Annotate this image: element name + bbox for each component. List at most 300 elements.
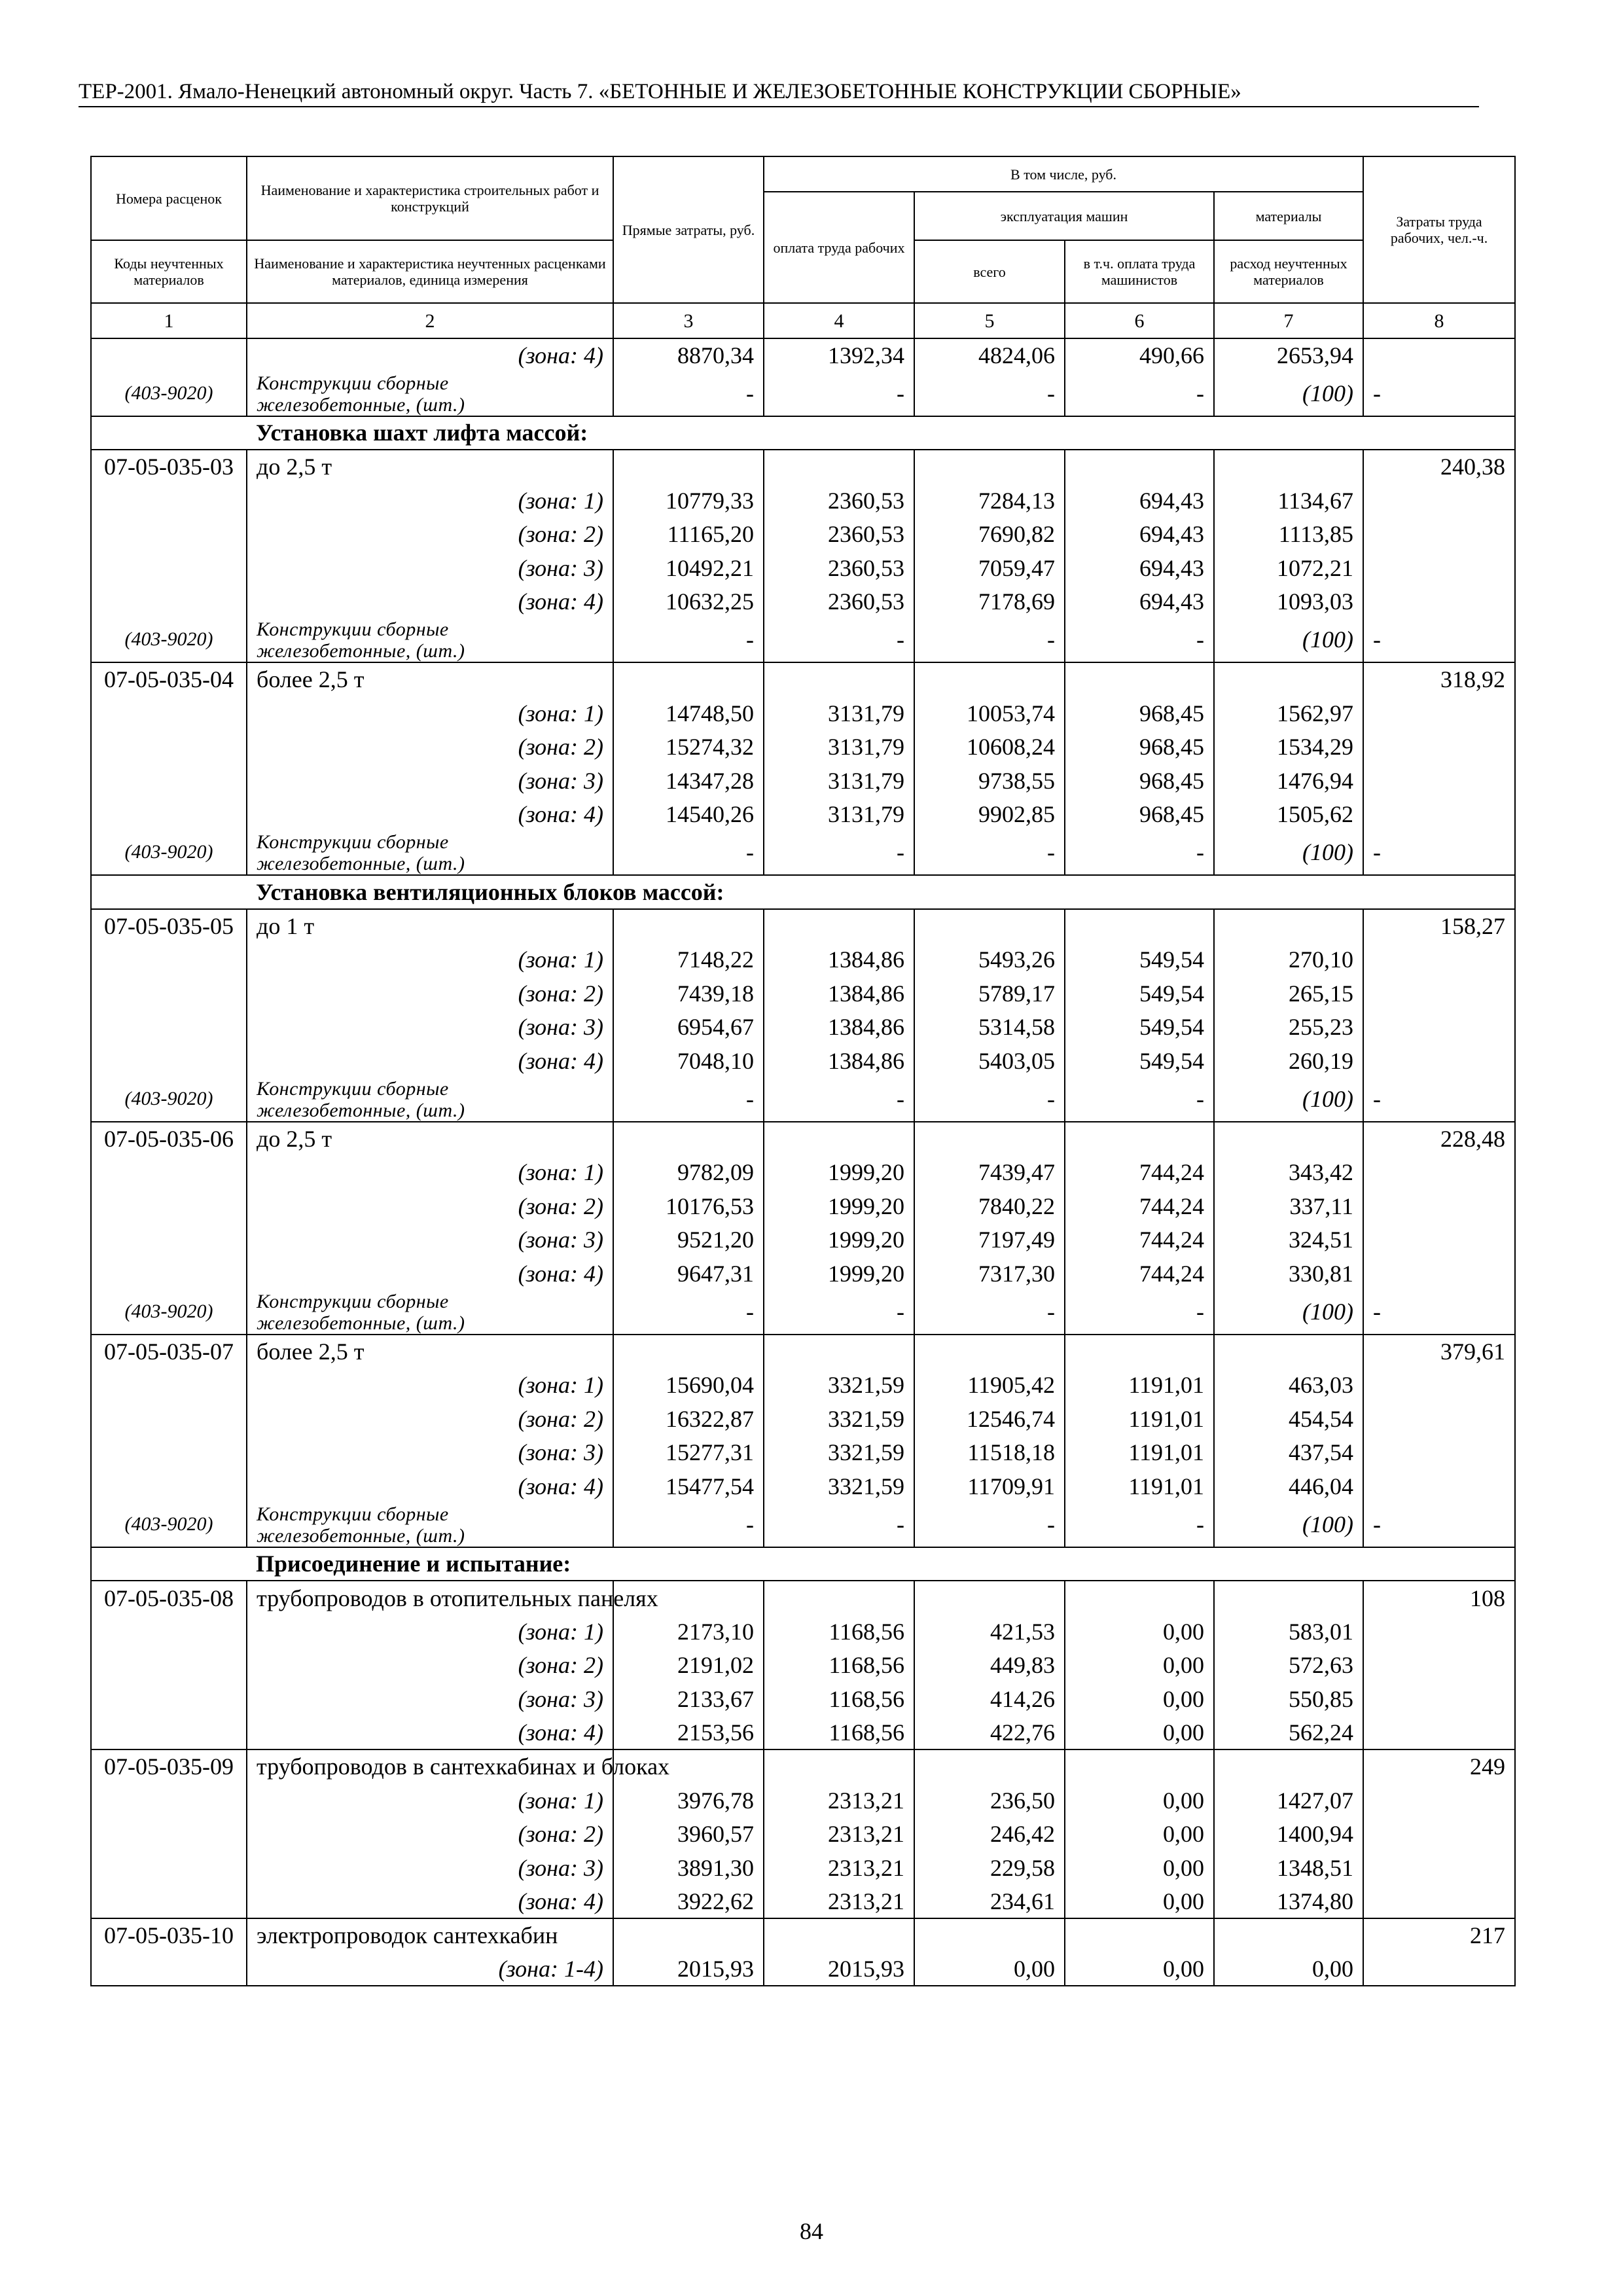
machines-total: 4824,06 (914, 338, 1065, 372)
wages: 2360,53 (764, 484, 914, 518)
dash: - (764, 1503, 914, 1547)
section-row (91, 875, 1515, 909)
rate-code: 07-05-035-06 (91, 1122, 247, 1156)
header-materials: материалы (1214, 192, 1363, 240)
rate-row (91, 450, 1515, 484)
materials-cost: 1348,51 (1214, 1851, 1363, 1885)
wages: 1384,86 (764, 977, 914, 1011)
zone-row (91, 1817, 1515, 1851)
dash: - (1065, 372, 1214, 416)
zone-label: (зона: 3) (247, 551, 613, 585)
zone-row (91, 1223, 1515, 1257)
dash: - (1065, 619, 1214, 662)
operators-wages: 0,00 (1065, 1615, 1214, 1649)
operators-wages: 968,45 (1065, 764, 1214, 798)
zone-row (91, 1682, 1515, 1716)
machines-total: 0,00 (914, 1952, 1065, 1986)
dash: - (613, 372, 764, 416)
col-number: 6 (1065, 303, 1214, 338)
direct-cost: 3891,30 (613, 1851, 764, 1885)
dash: - (1363, 372, 1515, 416)
section-row (91, 1547, 1515, 1581)
material-row (91, 1078, 1515, 1122)
wages: 1168,56 (764, 1615, 914, 1649)
direct-cost: 2191,02 (613, 1648, 764, 1682)
machines-total: 9902,85 (914, 798, 1065, 832)
materials-cost: 1113,85 (1214, 517, 1363, 551)
wages: 1168,56 (764, 1648, 914, 1682)
operators-wages: 0,00 (1065, 1817, 1214, 1851)
operators-wages: 744,24 (1065, 1155, 1214, 1189)
wages: 3321,59 (764, 1368, 914, 1402)
dash: - (1065, 831, 1214, 875)
machines-total: 7284,13 (914, 484, 1065, 518)
materials-cost: 330,81 (1214, 1257, 1363, 1291)
materials-cost: 324,51 (1214, 1223, 1363, 1257)
dash: - (914, 1291, 1065, 1335)
materials-cost: 265,15 (1214, 977, 1363, 1011)
zone-row (91, 1952, 1515, 1986)
rate-code: 07-05-035-04 (91, 662, 247, 696)
dash: - (764, 619, 914, 662)
rate-name: более 2,5 т (247, 1335, 613, 1369)
rate-name: электропроводок сантехкабин (247, 1918, 613, 1952)
wages: 3131,79 (764, 798, 914, 832)
rate-name: более 2,5 т (247, 662, 613, 696)
machines-total: 10608,24 (914, 730, 1065, 764)
direct-cost: 10779,33 (613, 484, 764, 518)
dash: - (1363, 619, 1515, 662)
direct-cost: 15274,32 (613, 730, 764, 764)
rate-code: 07-05-035-08 (91, 1581, 247, 1615)
materials-cost: 337,11 (1214, 1189, 1363, 1223)
col-number: 1 (91, 303, 247, 338)
operators-wages: 744,24 (1065, 1257, 1214, 1291)
materials-cost: 255,23 (1214, 1011, 1363, 1045)
material-name: Конструкции сборные железобетонные, (шт.) (247, 372, 613, 416)
dash: - (1065, 1078, 1214, 1122)
dash: - (764, 1078, 914, 1122)
material-amount: (100) (1214, 1291, 1363, 1335)
direct-cost: 2173,10 (613, 1615, 764, 1649)
col-number: 2 (247, 303, 613, 338)
material-name: Конструкции сборные железобетонные, (шт.) (247, 1078, 613, 1122)
col-number: 4 (764, 303, 914, 338)
materials-cost: 583,01 (1214, 1615, 1363, 1649)
zone-row (91, 1435, 1515, 1469)
zone-row (91, 338, 1515, 372)
zone-label: (зона: 1) (247, 1368, 613, 1402)
dash: - (764, 831, 914, 875)
rate-name: трубопроводов в отопительных панелях (247, 1581, 613, 1615)
zone-row (91, 1469, 1515, 1503)
direct-cost: 8870,34 (613, 338, 764, 372)
rate-row (91, 1122, 1515, 1156)
operators-wages: 549,54 (1065, 1011, 1214, 1045)
zone-row (91, 1155, 1515, 1189)
price-table (90, 156, 1516, 1986)
zone-row (91, 517, 1515, 551)
dash: - (613, 831, 764, 875)
zone-label: (зона: 4) (247, 338, 613, 372)
machines-total: 5314,58 (914, 1011, 1065, 1045)
dash: - (914, 1078, 1065, 1122)
dash: - (1363, 1078, 1515, 1122)
header-work-name: Наименование и характеристика строительных работ и конструкций (247, 156, 613, 240)
zone-row (91, 696, 1515, 730)
operators-wages: 968,45 (1065, 798, 1214, 832)
zone-label: (зона: 3) (247, 1011, 613, 1045)
zone-label: (зона: 4) (247, 1885, 613, 1919)
rate-code: 07-05-035-03 (91, 450, 247, 484)
zone-row (91, 585, 1515, 619)
direct-cost: 6954,67 (613, 1011, 764, 1045)
wages: 1999,20 (764, 1223, 914, 1257)
wages: 1168,56 (764, 1716, 914, 1750)
zone-row (91, 1189, 1515, 1223)
rate-code: 07-05-035-07 (91, 1335, 247, 1369)
zone-label: (зона: 1) (247, 1155, 613, 1189)
rate-code: 07-05-035-09 (91, 1749, 247, 1784)
header-direct-costs: Прямые затраты, руб. (613, 156, 764, 303)
direct-cost: 3976,78 (613, 1784, 764, 1818)
direct-cost: 10632,25 (613, 585, 764, 619)
labor-cost: 108 (1363, 1581, 1515, 1615)
zone-row (91, 1257, 1515, 1291)
direct-cost: 7148,22 (613, 942, 764, 977)
section-title: Установка вентиляционных блоков массой: (247, 875, 1515, 909)
material-row (91, 1291, 1515, 1335)
material-code: (403-9020) (91, 1503, 247, 1547)
machines-total: 7197,49 (914, 1223, 1065, 1257)
page-number: 84 (800, 2218, 823, 2244)
materials-cost: 270,10 (1214, 942, 1363, 977)
machines-total: 7059,47 (914, 551, 1065, 585)
direct-cost: 15690,04 (613, 1368, 764, 1402)
zone-row (91, 551, 1515, 585)
dash: - (1065, 1291, 1214, 1335)
wages: 1999,20 (764, 1257, 914, 1291)
direct-cost: 3922,62 (613, 1885, 764, 1919)
zone-label: (зона: 4) (247, 1257, 613, 1291)
rate-row (91, 1581, 1515, 1615)
wages: 2313,21 (764, 1885, 914, 1919)
direct-cost: 14540,26 (613, 798, 764, 832)
dash: - (613, 1503, 764, 1547)
materials-cost: 2653,94 (1214, 338, 1363, 372)
wages: 1384,86 (764, 1044, 914, 1078)
machines-total: 11518,18 (914, 1435, 1065, 1469)
materials-cost: 343,42 (1214, 1155, 1363, 1189)
machines-total: 246,42 (914, 1817, 1065, 1851)
zone-label: (зона: 4) (247, 798, 613, 832)
zone-label: (зона: 2) (247, 1402, 613, 1436)
wages: 3131,79 (764, 764, 914, 798)
operators-wages: 0,00 (1065, 1784, 1214, 1818)
materials-cost: 437,54 (1214, 1435, 1363, 1469)
operators-wages: 549,54 (1065, 1044, 1214, 1078)
header-material-codes: Коды неучтенных материалов (91, 240, 247, 303)
direct-cost: 14347,28 (613, 764, 764, 798)
wages: 2360,53 (764, 517, 914, 551)
machines-total: 5789,17 (914, 977, 1065, 1011)
materials-cost: 550,85 (1214, 1682, 1363, 1716)
rate-name: до 2,5 т (247, 1122, 613, 1156)
col-number: 7 (1214, 303, 1363, 338)
zone-row (91, 730, 1515, 764)
header-material-use: расход неучтенных материалов (1214, 240, 1363, 303)
direct-cost: 7048,10 (613, 1044, 764, 1078)
direct-cost: 9782,09 (613, 1155, 764, 1189)
materials-cost: 260,19 (1214, 1044, 1363, 1078)
operators-wages: 490,66 (1065, 338, 1214, 372)
material-row (91, 1503, 1515, 1547)
dash: - (914, 1503, 1065, 1547)
materials-cost: 1072,21 (1214, 551, 1363, 585)
zone-label: (зона: 3) (247, 1851, 613, 1885)
zone-row (91, 1615, 1515, 1649)
operators-wages: 694,43 (1065, 551, 1214, 585)
material-amount: (100) (1214, 1503, 1363, 1547)
dash: - (914, 619, 1065, 662)
machines-total: 7178,69 (914, 585, 1065, 619)
zone-label: (зона: 2) (247, 977, 613, 1011)
labor-cost: 249 (1363, 1749, 1515, 1784)
materials-cost: 0,00 (1214, 1952, 1363, 1986)
wages: 3321,59 (764, 1435, 914, 1469)
material-amount: (100) (1214, 831, 1363, 875)
direct-cost: 2153,56 (613, 1716, 764, 1750)
operators-wages: 744,24 (1065, 1189, 1214, 1223)
zone-label: (зона: 4) (247, 1469, 613, 1503)
materials-cost: 1534,29 (1214, 730, 1363, 764)
zone-row (91, 1648, 1515, 1682)
dash: - (1363, 1503, 1515, 1547)
wages: 3321,59 (764, 1469, 914, 1503)
material-name: Конструкции сборные железобетонные, (шт.) (247, 831, 613, 875)
materials-cost: 1505,62 (1214, 798, 1363, 832)
operators-wages: 0,00 (1065, 1648, 1214, 1682)
materials-cost: 572,63 (1214, 1648, 1363, 1682)
header-material-name: Наименование и характеристика неучтенных расценками материалов, единица измерения (247, 240, 613, 303)
materials-cost: 454,54 (1214, 1402, 1363, 1436)
operators-wages: 968,45 (1065, 730, 1214, 764)
materials-cost: 1427,07 (1214, 1784, 1363, 1818)
material-code: (403-9020) (91, 1078, 247, 1122)
operators-wages: 549,54 (1065, 942, 1214, 977)
wages: 1384,86 (764, 942, 914, 977)
rate-row (91, 909, 1515, 943)
operators-wages: 1191,01 (1065, 1402, 1214, 1436)
direct-cost: 9647,31 (613, 1257, 764, 1291)
labor-cost: 318,92 (1363, 662, 1515, 696)
header-machines-total: всего (914, 240, 1065, 303)
operators-wages: 694,43 (1065, 484, 1214, 518)
rate-code: 07-05-035-05 (91, 909, 247, 943)
direct-cost: 2133,67 (613, 1682, 764, 1716)
machines-total: 9738,55 (914, 764, 1065, 798)
zone-label: (зона: 2) (247, 1648, 613, 1682)
material-name: Конструкции сборные железобетонные, (шт.) (247, 1503, 613, 1547)
running-header: ТЕР-2001. Ямало-Ненецкий автономный округ. Часть 7. «БЕТОННЫЕ И ЖЕЛЕЗОБЕТОННЫЕ КОНСТРУКЦИИ СБОРНЫЕ» (79, 80, 1241, 103)
material-code: (403-9020) (91, 831, 247, 875)
wages: 2313,21 (764, 1784, 914, 1818)
wages: 1168,56 (764, 1682, 914, 1716)
wages: 3321,59 (764, 1402, 914, 1436)
machines-total: 5493,26 (914, 942, 1065, 977)
wages: 1999,20 (764, 1155, 914, 1189)
header-labor-costs: Затраты труда рабочих, чел.-ч. (1363, 156, 1515, 303)
material-amount: (100) (1214, 372, 1363, 416)
machines-total: 7439,47 (914, 1155, 1065, 1189)
dash: - (613, 1078, 764, 1122)
direct-cost: 15277,31 (613, 1435, 764, 1469)
zone-row (91, 977, 1515, 1011)
wages: 1999,20 (764, 1189, 914, 1223)
material-row (91, 372, 1515, 416)
header-rate-number: Номера расценок (91, 156, 247, 240)
operators-wages: 694,43 (1065, 517, 1214, 551)
materials-cost: 1134,67 (1214, 484, 1363, 518)
zone-label: (зона: 4) (247, 1044, 613, 1078)
labor-cost: 158,27 (1363, 909, 1515, 943)
machines-total: 234,61 (914, 1885, 1065, 1919)
zone-label: (зона: 1-4) (247, 1952, 613, 1986)
operators-wages: 694,43 (1065, 585, 1214, 619)
dash: - (613, 619, 764, 662)
zone-row (91, 1044, 1515, 1078)
direct-cost: 10492,21 (613, 551, 764, 585)
col-number: 5 (914, 303, 1065, 338)
rate-name: до 2,5 т (247, 450, 613, 484)
direct-cost: 14748,50 (613, 696, 764, 730)
rate-name: до 1 т (247, 909, 613, 943)
direct-cost: 15477,54 (613, 1469, 764, 1503)
materials-cost: 1562,97 (1214, 696, 1363, 730)
operators-wages: 0,00 (1065, 1716, 1214, 1750)
operators-wages: 744,24 (1065, 1223, 1214, 1257)
machines-total: 7317,30 (914, 1257, 1065, 1291)
labor-cost: 217 (1363, 1918, 1515, 1952)
rate-name: трубопроводов в сантехкабинах и блоках (247, 1749, 613, 1784)
zone-row (91, 798, 1515, 832)
zone-label: (зона: 1) (247, 696, 613, 730)
machines-total: 5403,05 (914, 1044, 1065, 1078)
zone-label: (зона: 1) (247, 942, 613, 977)
material-row (91, 619, 1515, 662)
wages: 2313,21 (764, 1851, 914, 1885)
direct-cost: 2015,93 (613, 1952, 764, 1986)
operators-wages: 0,00 (1065, 1952, 1214, 1986)
operators-wages: 1191,01 (1065, 1469, 1214, 1503)
rate-row (91, 1918, 1515, 1952)
header-machines: эксплуатация машин (914, 192, 1214, 240)
machines-total: 11905,42 (914, 1368, 1065, 1402)
wages: 1384,86 (764, 1011, 914, 1045)
dash: - (914, 831, 1065, 875)
wages: 2360,53 (764, 551, 914, 585)
dash: - (1363, 1291, 1515, 1335)
zone-label: (зона: 3) (247, 1682, 613, 1716)
rate-row (91, 662, 1515, 696)
material-code: (403-9020) (91, 619, 247, 662)
zone-row (91, 1885, 1515, 1919)
header-operators-wages: в т.ч. оплата труда машинистов (1065, 240, 1214, 303)
dash: - (914, 372, 1065, 416)
zone-row (91, 1368, 1515, 1402)
wages: 3131,79 (764, 696, 914, 730)
material-code: (403-9020) (91, 1291, 247, 1335)
materials-cost: 446,04 (1214, 1469, 1363, 1503)
zone-row (91, 1784, 1515, 1818)
zone-label: (зона: 3) (247, 1223, 613, 1257)
col-number: 3 (613, 303, 764, 338)
wages: 1392,34 (764, 338, 914, 372)
zone-row (91, 484, 1515, 518)
direct-cost: 10176,53 (613, 1189, 764, 1223)
operators-wages: 549,54 (1065, 977, 1214, 1011)
zone-label: (зона: 1) (247, 1784, 613, 1818)
machines-total: 10053,74 (914, 696, 1065, 730)
materials-cost: 1400,94 (1214, 1817, 1363, 1851)
zone-row (91, 942, 1515, 977)
machines-total: 229,58 (914, 1851, 1065, 1885)
zone-row (91, 1402, 1515, 1436)
wages: 2360,53 (764, 585, 914, 619)
machines-total: 414,26 (914, 1682, 1065, 1716)
operators-wages: 968,45 (1065, 696, 1214, 730)
direct-cost: 9521,20 (613, 1223, 764, 1257)
machines-total: 236,50 (914, 1784, 1065, 1818)
machines-total: 11709,91 (914, 1469, 1065, 1503)
dash: - (1065, 1503, 1214, 1547)
header-rule (79, 106, 1479, 107)
rate-row (91, 1335, 1515, 1369)
zone-label: (зона: 3) (247, 764, 613, 798)
direct-cost: 16322,87 (613, 1402, 764, 1436)
zone-row (91, 764, 1515, 798)
wages: 2015,93 (764, 1952, 914, 1986)
operators-wages: 1191,01 (1065, 1435, 1214, 1469)
machines-total: 7840,22 (914, 1189, 1065, 1223)
zone-label: (зона: 4) (247, 585, 613, 619)
material-code: (403-9020) (91, 372, 247, 416)
direct-cost: 3960,57 (613, 1817, 764, 1851)
section-title: Присоединение и испытание: (247, 1547, 1515, 1581)
material-amount: (100) (1214, 1078, 1363, 1122)
material-amount: (100) (1214, 619, 1363, 662)
material-row (91, 831, 1515, 875)
dash: - (764, 1291, 914, 1335)
machines-total: 422,76 (914, 1716, 1065, 1750)
materials-cost: 562,24 (1214, 1716, 1363, 1750)
zone-label: (зона: 2) (247, 517, 613, 551)
section-row (91, 416, 1515, 450)
rate-code: 07-05-035-10 (91, 1918, 247, 1952)
material-name: Конструкции сборные железобетонные, (шт.) (247, 619, 613, 662)
section-title: Установка шахт лифта массой: (247, 416, 1515, 450)
zone-row (91, 1716, 1515, 1750)
col-number: 8 (1363, 303, 1515, 338)
machines-total: 12546,74 (914, 1402, 1065, 1436)
materials-cost: 1093,03 (1214, 585, 1363, 619)
wages: 3131,79 (764, 730, 914, 764)
operators-wages: 1191,01 (1065, 1368, 1214, 1402)
zone-label: (зона: 2) (247, 1817, 613, 1851)
machines-total: 449,83 (914, 1648, 1065, 1682)
direct-cost: 7439,18 (613, 977, 764, 1011)
materials-cost: 1374,80 (1214, 1885, 1363, 1919)
